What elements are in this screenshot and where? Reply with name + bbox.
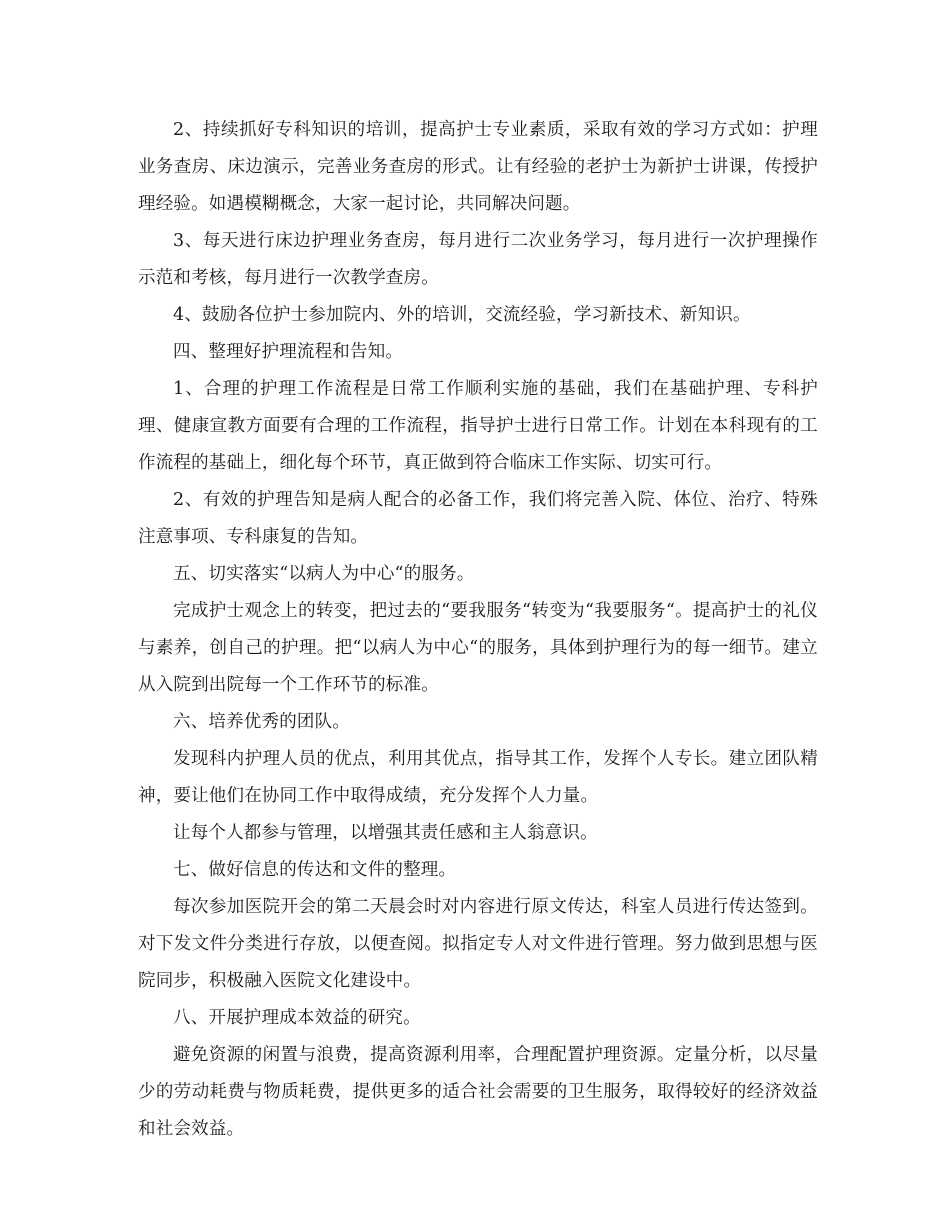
section-heading-5: 五、切实落实“以病人为中心“的服务。 [173,564,475,584]
paragraph-workflow: 1、合理的护理工作流程是日常工作顺利实施的基础，我们在基础护理、专科护理、健康宣教方面要有合理的工作流程，指导护士进行日常工作。计划在本科现有的工作流程的基础上，细化每个环节，真正做到符合临床工作实际、切实可行。 [138,379,818,473]
document-page [138,112,818,1148]
section-heading-4: 四、整理好护理流程和告知。 [173,342,404,362]
paragraph-external-training: 4、鼓励各位护士参加院内、外的培训，交流经验，学习新技术、新知识。 [173,305,751,325]
paragraph-rounds: 3、每天进行床边护理业务查房，每月进行二次业务学习，每月进行一次护理操作示范和考核，每月进行一次教学查房。 [138,231,818,288]
paragraph-team: 发现科内护理人员的优点，利用其优点，指导其工作，发挥个人专长。建立团队精神，要让他们在协同工作中取得成绩，充分发挥个人力量。 [138,749,818,806]
section-heading-7: 七、做好信息的传达和文件的整理。 [173,860,457,880]
paragraph-cost-benefit: 避免资源的闲置与浪费，提高资源利用率，合理配置护理资源。定量分析，以尽量少的劳动耗费与物质耗费，提供更多的适合社会需要的卫生服务，取得较好的经济效益和社会效益。 [138,1045,818,1139]
paragraph-documents: 每次参加医院开会的第二天晨会时对内容进行原文传达，科室人员进行传达签到。对下发文件分类进行存放，以便查阅。拟指定专人对文件进行管理。努力做到思想与医院同步，积极融入医院文化建设中。 [138,897,818,991]
paragraph-notification: 2、有效的护理告知是病人配合的必备工作，我们将完善入院、体位、治疗、特殊注意事项、专科康复的告知。 [138,490,818,547]
section-heading-8: 八、开展护理成本效益的研究。 [173,1008,421,1028]
paragraph-participation: 让每个人都参与管理，以增强其责任感和主人翁意识。 [173,823,598,843]
paragraph-service: 完成护士观念上的转变，把过去的“要我服务“转变为“我要服务“。提高护士的礼仪与素养，创自己的护理。把“以病人为中心“的服务，具体到护理行为的每一细节。建立从入院到出院每一个工作环节的标准。 [138,601,818,695]
paragraph-training: 2、持续抓好专科知识的培训，提高护士专业素质，采取有效的学习方式如：护理业务查房、床边演示，完善业务查房的形式。让有经验的老护士为新护士讲课，传授护理经验。如遇模糊概念，大家一起讨论，共同解决问题。 [138,120,818,214]
section-heading-6: 六、培养优秀的团队。 [173,712,350,732]
